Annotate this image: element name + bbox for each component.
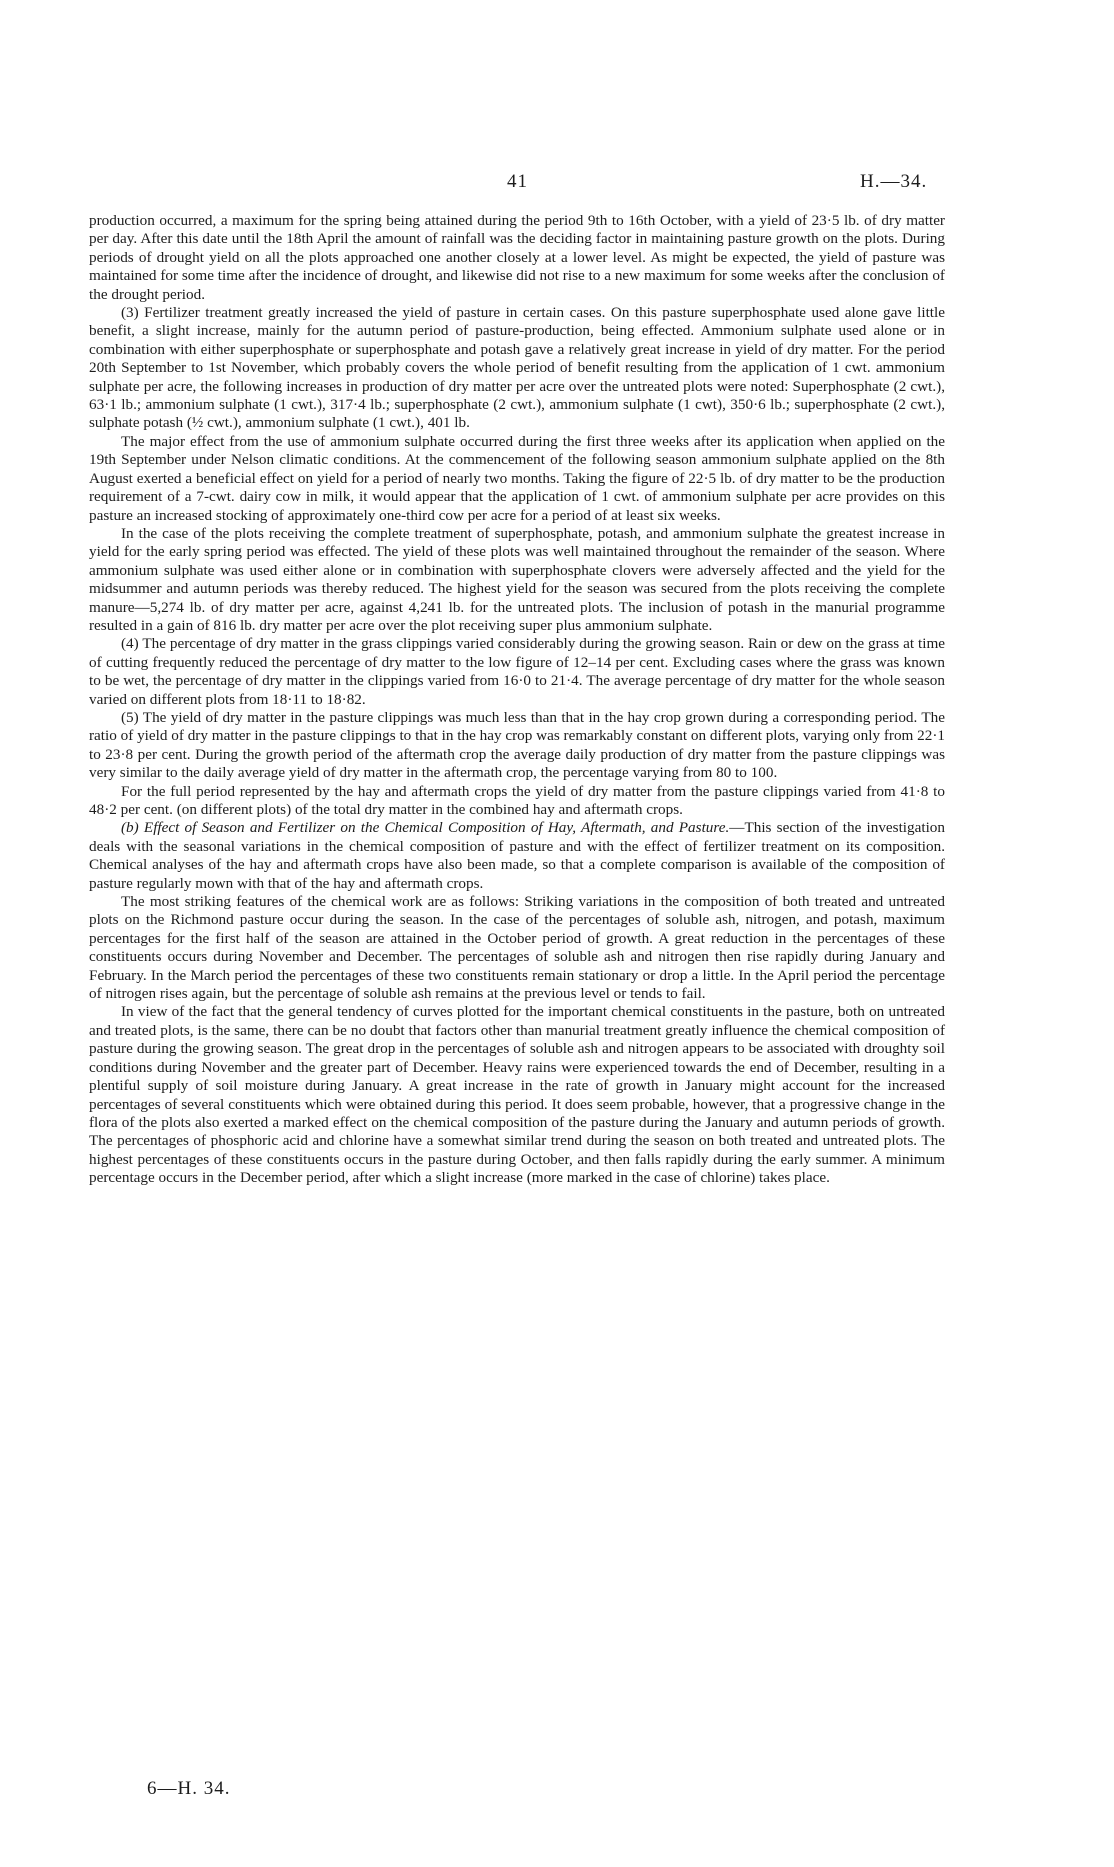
paragraph-fertilizer-treatment: (3) Fertilizer treatment greatly increased the yield of pasture in certain cases. On this pasture superphosphate used alone gave little benefit, a slight increase, mainly for the autumn period of pasture-production, being effected. Ammonium sulphate used alone or in combination with either superphosphate or superphosphate and potash gave a relatively great increase in yield of dry matter. For the period 20th September to 1st November, which probably covers the whole period of benefit resulting from the application of 1 cwt. ammonium sulphate per acre, the following increases in production of dry matter per acre over the untreated plots were noted: Superphosphate (2 cwt.), 63·1 lb.; ammonium sulphate (1 cwt.), 317·4 lb.; superphosphate (2 cwt.), ammonium sulphate (1 cwt), 350·6 lb.; superphosphate (2 cwt.), sulphate potash (½ cwt.), ammonium sulphate (1 cwt.), 401 lb. <box>89 304 945 432</box>
paragraph-ammonium-sulphate-effect: The major effect from the use of ammonium sulphate occurred during the first three weeks after its application when applied on the 19th September under Nelson climatic conditions. At the commencement of the following season ammonium sulphate applied on the 8th August exerted a beneficial effect on yield for a period of nearly two months. Taking the figure of 22·5 lb. of dry matter to be the production requirement of a 7-cwt. dairy cow in milk, it would appear that the application of 1 cwt. of ammonium sulphate per acre provides on this pasture an increased stocking of approximately one-third cow per acre for a period of at least six weeks. <box>89 432 945 524</box>
paragraph-pasture-clippings-yield: (5) The yield of dry matter in the pasture clippings was much less than that in the hay crop grown during a corresponding period. The ratio of yield of dry matter in the pasture clippings to that in the hay crop was remarkably constant on different plots, varying only from 22·1 to 23·8 per cent. During the growth period of the aftermath crop the average daily production of dry matter from the pasture clippings was very similar to the daily average yield of dry matter in the aftermath crop, the percentage varying from 80 to 100. <box>89 708 945 782</box>
page-number: 41 <box>507 171 528 192</box>
paragraph-chemical-composition: In view of the fact that the general tendency of curves plotted for the important chemical constituents in the pasture, both on untreated and treated plots, is the same, there can be no doubt that factors other than manurial treatment greatly influence the chemical composition of pasture during the growing season. The great drop in the percentages of soluble ash and nitrogen appears to be associated with droughty soil conditions during November and the greater part of December. Heavy rains were experienced towards the end of December, resulting in a plentiful supply of soil moisture during January. A great increase in the rate of growth in January might account for the increased percentages of several constituents which were obtained during this period. It does seem probable, however, that a progressive change in the flora of the plots also exerted a marked effect on the chemical composition of the pasture during the January and autumn periods of growth. The percentages of phosphoric acid and chlorine have a somewhat similar trend during the season on both treated and untreated plots. The highest percentages of these constituents occurs in the pasture during October, and then falls rapidly during the early summer. A minimum percentage occurs in the December period, after which a slight increase (more marked in the case of chlorine) takes place. <box>89 1003 945 1187</box>
footer-signature: 6—H. 34. <box>147 1778 231 1799</box>
paragraph-complete-treatment: In the case of the plots receiving the complete treatment of superphosphate, potash, and ammonium sulphate the greatest increase in yield for the early spring period was effected. The yield of these plots was well maintained throughout the remainder of the season. Where ammonium sulphate was used either alone or in combination with superphosphate clovers were adversely affected and the yield for the midsummer and autumn periods was thereby reduced. The highest yield for the season was secured from the plots receiving the complete manure—5,274 lb. of dry matter per acre, against 4,241 lb. for the untreated plots. The inclusion of potash in the manurial programme resulted in a gain of 816 lb. dry matter per acre over the plot receiving super plus ammonium sulphate. <box>89 524 945 634</box>
paragraph-full-period: For the full period represented by the hay and aftermath crops the yield of dry matter from the pasture clippings varied from 41·8 to 48·2 per cent. (on different plots) of the total dry matter in the combined hay and aftermath crops. <box>89 782 945 818</box>
paragraph-dry-matter-percentage: (4) The percentage of dry matter in the grass clippings varied considerably during the growing season. Rain or dew on the grass at time of cutting frequently reduced the percentage of dry matter to the low figure of 12–14 per cent. Excluding cases where the grass was known to be wet, the percentage of dry matter in the clippings varied from 16·0 to 21·4. The average percentage of dry matter for the whole season varied on different plots from 18·11 to 18·82. <box>89 635 945 708</box>
section-b-heading: (b) Effect of Season and Fertilizer on the Chemical Composition of Hay, Aftermath, and Pasture. <box>121 819 730 837</box>
document-reference: H.—34. <box>860 171 928 192</box>
paragraph-section-b <box>89 819 945 893</box>
paragraph-drought-yield: production occurred, a maximum for the spring being attained during the period 9th to 16th October, with a yield of 23·5 lb. of dry matter per day. After this date until the 18th April the amount of rainfall was the deciding factor in maintaining pasture growth on the plots. During periods of drought yield on all the plots approached one another closely at a lower level. As might be expected, the yield of pasture was maintained for some time after the incidence of drought, and likewise did not rise to a new maximum for some weeks after the conclusion of the drought period. <box>89 212 945 303</box>
paragraph-chemical-features: The most striking features of the chemical work are as follows: Striking variations in the composition of both treated and untreated plots on the Richmond pasture occur during the season. In the case of the percentages of soluble ash, nitrogen, and potash, maximum percentages for the first half of the season are attained in the October period of growth. A great reduction in the percentages of these constituents occurs during November and December. The percentages of soluble ash and nitrogen then rise rapidly during January and February. In the March period the percentages of these two constituents remain stationary or drop a little. In the April period the percentage of nitrogen rises again, but the percentage of soluble ash remains at the previous level or tends to fail. <box>89 893 945 1003</box>
body-text <box>89 212 945 1188</box>
section-b-text: —This section of the investigation deals with the seasonal variations in the chemical composition of pasture and with the effect of fertilizer treatment on its composition. Chemical analyses of the hay and aftermath crops have also been made, so that a complete comparison is available of the composition of pasture regularly mown with that of the hay and aftermath crops. <box>89 819 945 892</box>
